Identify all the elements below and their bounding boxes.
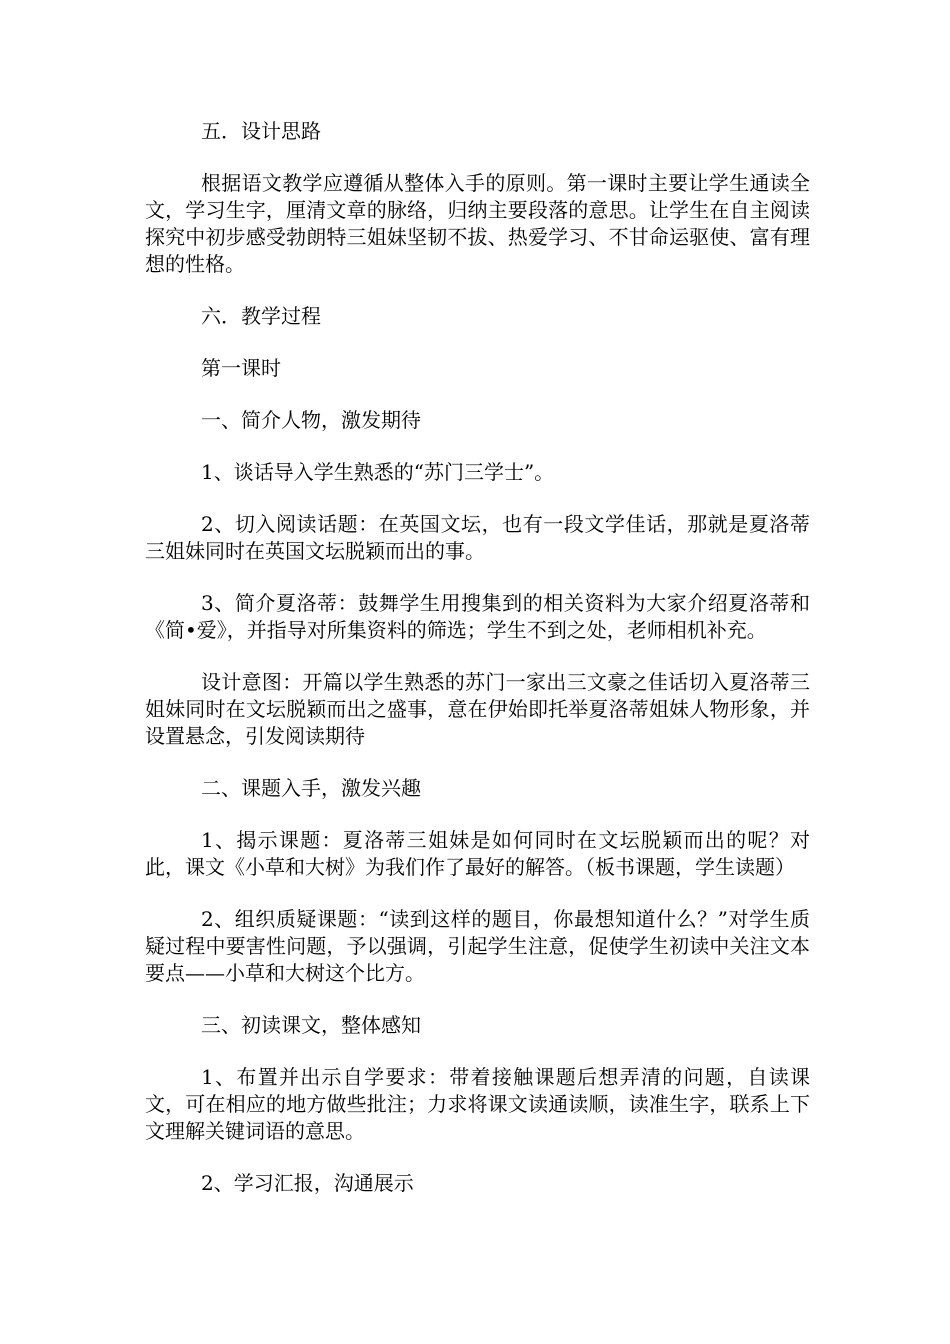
document-body bbox=[145, 118, 810, 1222]
step-heading-2: 二、课题入手，激发兴趣 bbox=[201, 776, 421, 800]
step-item-3-2: 2、学习汇报，沟通展示 bbox=[201, 1171, 414, 1195]
step-item-1-2: 2、切入阅读话题：在英国文坛，也有一段文学佳话，那就是夏洛蒂三姐妹同时在英国文坛脱颖而出的事。 bbox=[145, 512, 810, 563]
design-intent-paragraph: 设计意图：开篇以学生熟悉的苏门一家出三文豪之佳话切入夏洛蒂三姐妹同时在文坛脱颖而出之盛事，意在伊始即托举夏洛蒂姐妹人物形象，并设置悬念，引发阅读期待 bbox=[145, 670, 810, 748]
step-item-3-1: 1、布置并出示自学要求：带着接触课题后想弄清的问题，自读课文，可在相应的地方做些批注；力求将课文读通读顺，读准生字，联系上下文理解关键词语的意思。 bbox=[145, 1065, 810, 1143]
paragraph-design-idea: 根据语文教学应遵循从整体入手的原则。第一课时主要让学生通读全文，学习生字，厘清文章的脉络，归纳主要段落的意思。让学生在自主阅读探究中初步感受勃朗特三姐妹坚韧不拔、热爱学习、不甘命运驱使、富有理想的性格。 bbox=[145, 171, 810, 276]
step-item-1-3: 3、简介夏洛蒂：鼓舞学生用搜集到的相关资料为大家介绍夏洛蒂和《简•爱》，并指导对所集资料的筛选；学生不到之处，老师相机补充。 bbox=[145, 591, 810, 642]
step-item-2-2: 2、组织质疑课题：“读到这样的题目，你最想知道什么？”对学生质疑过程中要害性问题，予以强调，引起学生注意，促使学生初读中关注文本要点——小草和大树这个比方。 bbox=[145, 907, 810, 985]
section-heading-design-idea: 五．设计思路 bbox=[201, 119, 321, 143]
step-item-1-1: 1、谈话导入学生熟悉的“苏门三学士”。 bbox=[201, 460, 555, 484]
step-heading-1: 一、简介人物，激发期待 bbox=[201, 408, 421, 432]
section-heading-teaching-process: 六．教学过程 bbox=[201, 304, 321, 328]
step-heading-3: 三、初读课文，整体感知 bbox=[201, 1013, 421, 1037]
step-item-2-1: 1、揭示课题：夏洛蒂三姐妹是如何同时在文坛脱颖而出的呢？对此，课文《小草和大树》为我们作了最好的解答。（板书课题，学生读题） bbox=[145, 828, 810, 879]
lesson-heading-first: 第一课时 bbox=[201, 356, 281, 380]
